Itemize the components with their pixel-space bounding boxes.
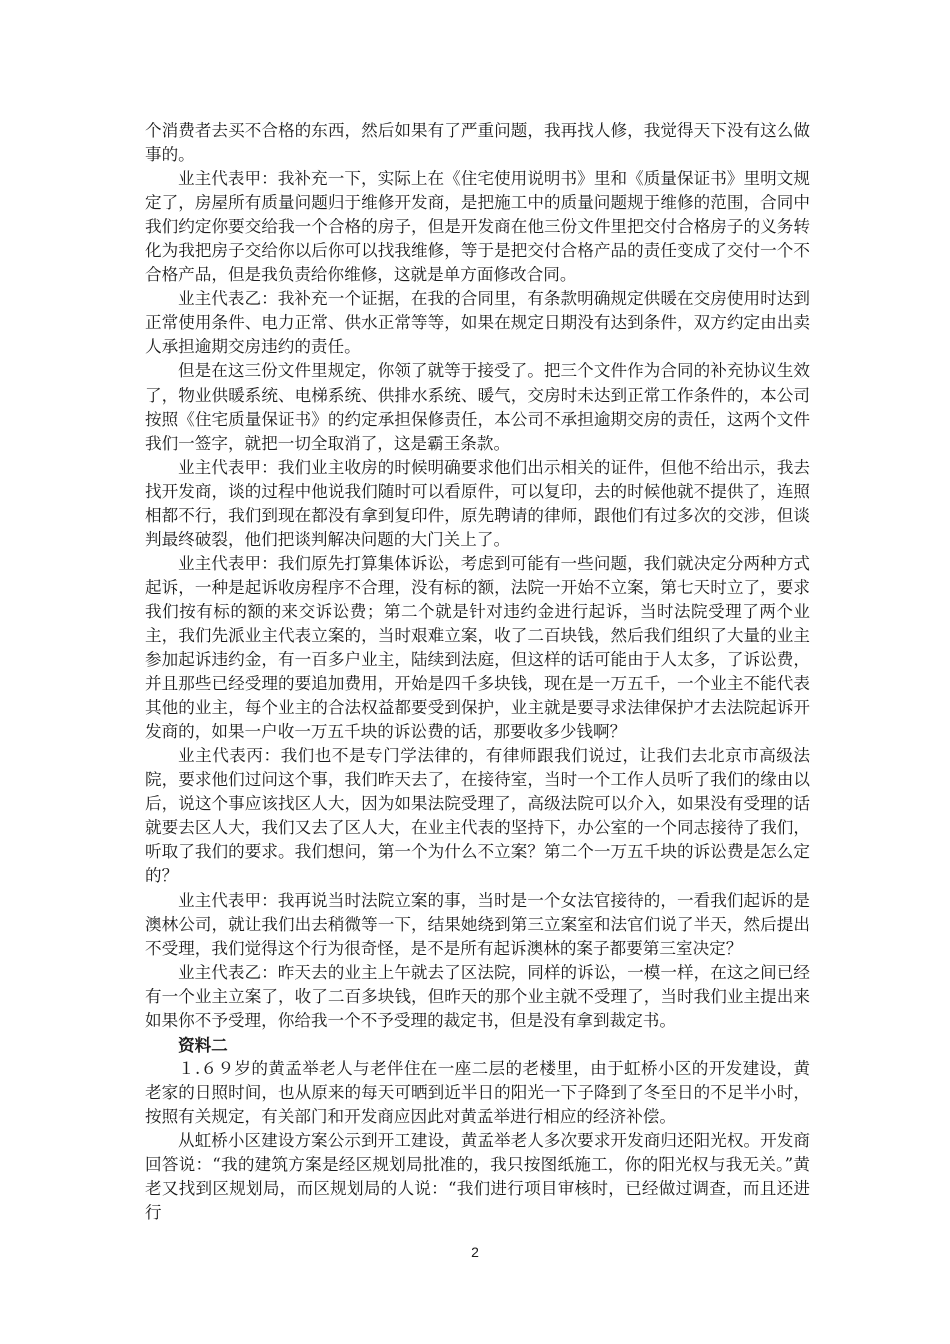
paragraph-4: 但是在这三份文件里规定，你领了就等于接受了。把三个文件作为合同的补充协议生效了，物业供暖系统、电梯系统、供排水系统、暖气，交房时未达到正常工作条件的，本公司按照《住宅质量保证书》的约定承担保修责任，本公司不承担逾期交房的责任，这两个文件我们一签字，就把一切全取消了，这是霸王条款。 [145, 361, 810, 453]
paragraph-3: 业主代表乙：我补充一个证据，在我的合同里，有条款明确规定供暖在交房使用时达到正常使用条件、电力正常、供水正常等等，如果在规定日期没有达到条件，双方约定由出卖人承担逾期交房违约的责任。 [145, 289, 810, 357]
section-paragraph-2: 从虹桥小区建设方案公示到开工建设，黄孟举老人多次要求开发商归还阳光权。开发商回答说：“我的建筑方案是经区规划局批准的，我只按图纸施工，你的阳光权与我无关。”黄老又找到区规划局，而区规划局的人说：“我们进行项目审核时，已经做过调查，而且还进行 [145, 1130, 810, 1223]
paragraph-9: 业主代表乙：昨天去的业主上午就去了区法院，同样的诉讼，一模一样，在这之间已经有一个业主立案了，收了二百多块钱，但昨天的那个业主就不受理了，当时我们业主提出来如果你不予受理，你给我一个不予受理的裁定书，但是没有拿到裁定书。 [145, 962, 810, 1030]
section-paragraph-1: １.６９岁的黄孟举老人与老伴住在一座二层的老楼里，由于虹桥小区的开发建设，黄老家的日照时间，也从原来的每天可晒到近半日的阳光一下子降到了冬至日的不足半小时，按照有关规定，有关部门和开发商应因此对黄孟举进行相应的经济补偿。 [145, 1058, 810, 1126]
page-number: 2 [471, 1244, 479, 1260]
paragraph-7: 业主代表丙：我们也不是专门学法律的，有律师跟我们说过，让我们去北京市高级法院，要求他们过问这个事，我们昨天去了，在接待室，当时一个工作人员听了我们的缘由以后，说这个事应该找区人大，因为如果法院受理了，高级法院可以介入，如果没有受理的话就要去区人大，我们又去了区人大，在业主代表的坚持下，办公室的一个同志接待了我们，听取了我们的要求。我们想问，第一个为什么不立案？第二个一万五千块的诉讼费是怎么定的？ [145, 746, 810, 886]
paragraph-5: 业主代表甲：我们业主收房的时候明确要求他们出示相关的证件，但他不给出示，我去找开发商，谈的过程中他说我们随时可以看原件，可以复印，去的时候他就不提供了，连照相都不行，我们到现在都没有拿到复印件，原先聘请的律师，跟他们有过多次的交涉，但谈判最终破裂，他们把谈判解决问题的大门关上了。 [145, 457, 810, 549]
paragraph-8: 业主代表甲：我再说当时法院立案的事，当时是一个女法官接待的，一看我们起诉的是澳林公司，就让我们出去稍微等一下，结果她绕到第三立案室和法官们说了半天，然后提出不受理，我们觉得这个行为很奇怪，是不是所有起诉澳林的案子都要第三室决定？ [145, 890, 810, 958]
paragraph-6: 业主代表甲：我们原先打算集体诉讼，考虑到可能有一些问题，我们就决定分两种方式起诉，一种是起诉收房程序不合理，没有标的额，法院一开始不立案，第七天时立了，要求我们按有标的额的来交诉讼费；第二个就是针对违约金进行起诉，当时法院受理了两个业主，我们先派业主代表立案的，当时艰难立案，收了二百块钱，然后我们组织了大量的业主参加起诉违约金，有一百多户业主，陆续到法庭，但这样的话可能由于人太多，了诉讼费，并且那些已经受理的要追加费用，开始是四千多块钱，现在是一万五千，一个业主不能代表其他的业主，每个业主的合法权益都要受到保护，业主就是要寻求法律保护才去法院起诉开发商的，如果一户收一万五千块的诉讼费的话，那要收多少钱啊？ [145, 553, 810, 742]
paragraph-2: 业主代表甲：我补充一下，实际上在《住宅使用说明书》里和《质量保证书》里明文规定了，房屋所有质量问题归于维修开发商，是把施工中的质量问题规于维修的范围，合同中我们约定你要交给我一个合格的房子，但是开发商在他三份文件里把交付合格房子的义务转化为我把房子交给你以后你可以找我维修，等于是把交付合格产品的责任变成了交付一个不合格产品，但是我负责给你维修，这就是单方面修改合同。 [145, 169, 810, 285]
document-body [145, 119, 810, 1225]
section-heading: 资料二 [178, 1034, 228, 1055]
paragraph-1: 个消费者去买不合格的东西，然后如果有了严重问题，我再找人修，我觉得天下没有这么做事的。 [145, 121, 810, 165]
